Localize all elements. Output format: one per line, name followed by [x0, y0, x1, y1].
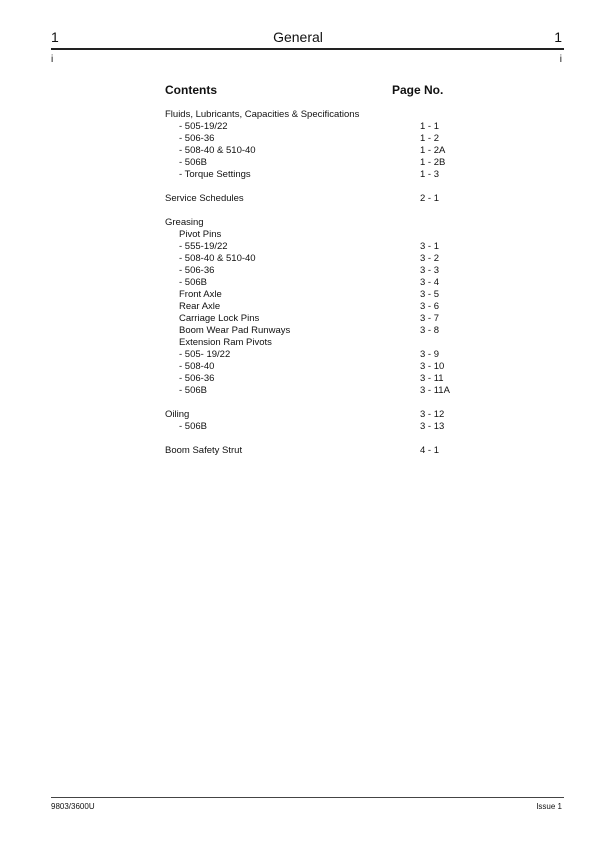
toc-label: - 506-36	[179, 373, 215, 384]
toc-entry[interactable]	[165, 373, 495, 385]
toc-entry[interactable]	[165, 241, 495, 253]
toc-page: 1 - 3	[420, 169, 440, 180]
toc-label: Oiling	[165, 409, 190, 420]
toc-page: 1 - 2A	[420, 145, 446, 156]
toc-page: 1 - 2B	[420, 157, 446, 168]
toc-page: 3 - 2	[420, 253, 440, 264]
toc-label: Boom Safety Strut	[165, 445, 243, 456]
spacer	[165, 397, 495, 409]
toc-entry-boom-safety-strut[interactable]	[165, 445, 495, 457]
toc-label: - 506B	[179, 385, 207, 396]
toc-entry-extension-ram[interactable]	[165, 337, 495, 349]
toc-entry[interactable]	[165, 325, 495, 337]
toc-label: Service Schedules	[165, 193, 244, 204]
page-number-right: i	[559, 54, 562, 65]
toc-entry[interactable]	[165, 289, 495, 301]
toc-label: Fluids, Lubricants, Capacities & Specifications	[165, 109, 360, 120]
toc-label: - 508-40	[179, 361, 215, 372]
document-number: 9803/3600U	[51, 802, 95, 811]
toc-label: - Torque Settings	[179, 169, 251, 180]
toc-page: 3 - 4	[420, 277, 440, 288]
toc-entry[interactable]	[165, 133, 495, 145]
toc-label: - 508-40 & 510-40	[179, 253, 256, 264]
section-number-left: 1	[51, 29, 59, 45]
toc-entry[interactable]	[165, 421, 495, 433]
toc-page: 1 - 1	[420, 121, 440, 132]
toc-page: 3 - 5	[420, 289, 440, 300]
toc-label: - 506B	[179, 277, 207, 288]
toc-entry-service[interactable]	[165, 193, 495, 205]
chapter-title: General	[273, 29, 323, 45]
toc-entry-fluids[interactable]	[165, 109, 495, 121]
toc-label: Rear Axle	[179, 301, 221, 312]
toc-label: - 505-19/22	[179, 121, 228, 132]
toc-entry[interactable]	[165, 385, 495, 397]
toc-page: 2 - 1	[420, 193, 440, 204]
section-number-right: 1	[554, 29, 562, 45]
toc-label: Greasing	[165, 217, 204, 228]
footer-rule	[51, 797, 564, 798]
toc-page: 3 - 9	[420, 349, 440, 360]
toc-page: 3 - 11	[420, 373, 444, 384]
toc-entry[interactable]	[165, 265, 495, 277]
toc-page: 1 - 2	[420, 133, 440, 144]
toc-page: 3 - 13	[420, 421, 445, 432]
toc-label: Carriage Lock Pins	[179, 313, 260, 324]
toc-page: 3 - 3	[420, 265, 440, 276]
toc-page: 3 - 7	[420, 313, 440, 324]
header-rule	[51, 48, 564, 50]
spacer	[165, 433, 495, 445]
toc-page: 3 - 6	[420, 301, 440, 312]
toc-entry[interactable]	[165, 169, 495, 181]
toc-label: - 506B	[179, 421, 207, 432]
toc-entry[interactable]	[165, 121, 495, 133]
contents-heading: Contents	[165, 83, 217, 97]
toc-entry[interactable]	[165, 253, 495, 265]
toc-label: Boom Wear Pad Runways	[179, 325, 291, 336]
spacer	[165, 181, 495, 193]
toc-label: - 555-19/22	[179, 241, 228, 252]
toc-page: 3 - 10	[420, 361, 445, 372]
toc-page: 3 - 1	[420, 241, 440, 252]
toc-entry[interactable]	[165, 301, 495, 313]
toc-entry[interactable]	[165, 349, 495, 361]
toc-page: 3 - 11A	[420, 385, 450, 396]
page-no-heading: Page No.	[392, 83, 444, 97]
toc-entry-oiling[interactable]	[165, 409, 495, 421]
toc-entry[interactable]	[165, 313, 495, 325]
toc-label: - 505- 19/22	[179, 349, 231, 360]
toc-entry[interactable]	[165, 361, 495, 373]
toc-entry[interactable]	[165, 157, 495, 169]
toc-entry-pivot-pins[interactable]	[165, 229, 495, 241]
toc-label: - 506B	[179, 157, 207, 168]
toc-label: - 508-40 & 510-40	[179, 145, 256, 156]
toc-entry-greasing[interactable]	[165, 217, 495, 229]
toc-label: Front Axle	[179, 289, 222, 300]
toc-entry[interactable]	[165, 277, 495, 289]
toc-label: Pivot Pins	[179, 229, 222, 240]
toc-label: Extension Ram Pivots	[179, 337, 272, 348]
toc-page: 3 - 12	[420, 409, 445, 420]
toc-page: 3 - 8	[420, 325, 440, 336]
page-number-left: i	[51, 54, 54, 65]
toc-label: - 506-36	[179, 133, 215, 144]
toc-entry[interactable]	[165, 145, 495, 157]
spacer	[165, 205, 495, 217]
toc-page: 4 - 1	[420, 445, 440, 456]
issue-label: Issue 1	[536, 802, 562, 811]
toc-label: - 506-36	[179, 265, 215, 276]
table-of-contents	[165, 109, 495, 457]
